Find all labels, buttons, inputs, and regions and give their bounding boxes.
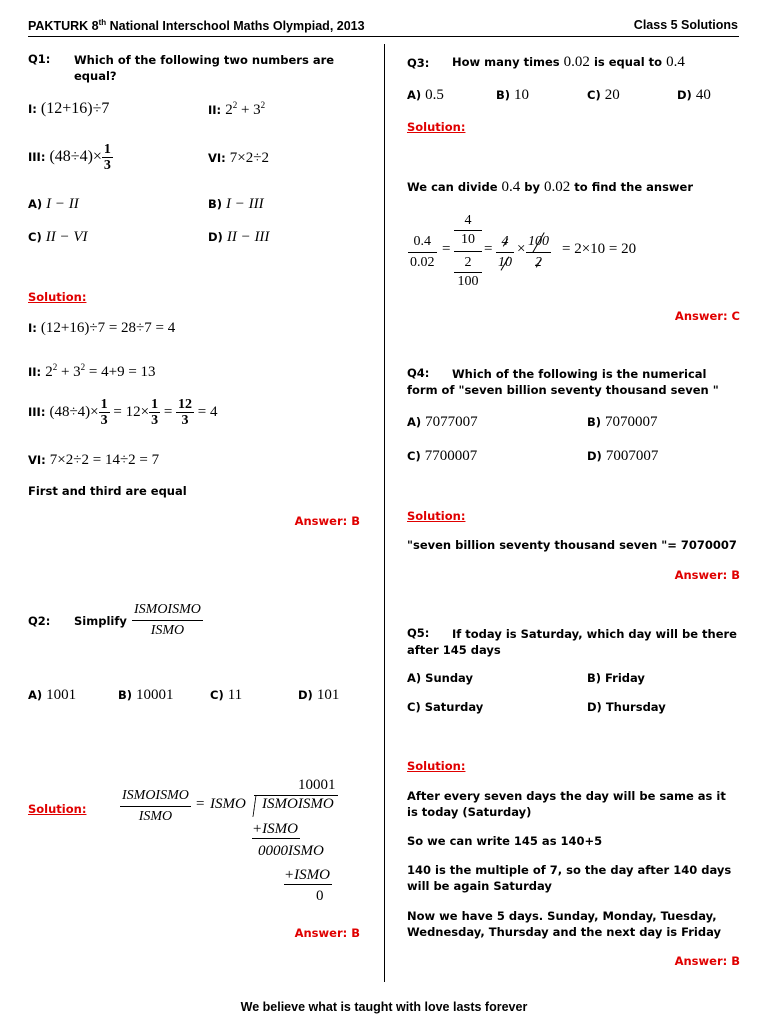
q5-option-a-key: A) (407, 671, 422, 685)
q3-work-3-den: 10 (498, 253, 512, 273)
q2-subtract-1-rule (252, 838, 300, 839)
q5-option-d (587, 700, 666, 714)
q3-option-b (496, 87, 529, 104)
q1-answer: Answer: B (294, 514, 360, 528)
q1-solution-vi (28, 452, 159, 469)
footer-motto: We believe what is taught with love lasts forever (240, 1000, 528, 1014)
q3-expl-value-1: 0.4 (501, 179, 521, 195)
q2-fraction (132, 600, 203, 641)
q3-work-fraction-4 (526, 232, 551, 273)
q2-quotient: 10001 (298, 777, 336, 793)
q3-option-c-value: 20 (604, 87, 620, 103)
column-divider (384, 44, 385, 982)
q4-option-c-key: C) (407, 449, 421, 463)
q4-solution-text: "seven billion seventy thousand seven "= 7070007 (407, 538, 737, 552)
q2-solution-label: Solution: (28, 802, 87, 816)
q1-item-iii (28, 142, 113, 173)
q1-solution-label: Solution: (28, 290, 87, 304)
q3-work-times: × (517, 241, 526, 257)
q3-complex-top (454, 212, 482, 249)
q1-solution-ii-label: II: (28, 365, 42, 379)
q3-question (452, 54, 685, 71)
q2-subtract-1: +ISMO (252, 821, 298, 837)
q2-option-c-value: 11 (227, 687, 243, 703)
q5-solution-paragraph-4: Now we have 5 days. Sunday, Monday, Tuesday, Wednesday, Thursday and the next day is Friday (407, 909, 721, 939)
q5-option-c (407, 700, 483, 714)
q1-option-b (208, 196, 264, 213)
q1-question: Which of the following two numbers are equal? (74, 53, 335, 83)
q4-option-d-value: 7007007 (605, 448, 659, 464)
q3-complex-bottom-den: 100 (457, 274, 479, 289)
q4-answer: Answer: B (674, 568, 740, 582)
q3-value-a: 0.02 (563, 54, 590, 70)
q1-option-c-key: C) (28, 230, 42, 244)
q1-solution-vi-expr: 7×2÷2 = 14÷2 = 7 (49, 452, 160, 468)
q1-solution-iii-frac-2-den: 3 (151, 413, 159, 428)
q2-answer: Answer: B (294, 926, 360, 940)
q2-divisor: ISMO (210, 796, 246, 812)
q3-text-b: is equal to (593, 55, 663, 69)
q1-solution-iii-b: = 12× (109, 404, 150, 420)
q1-option-d-value: II − III (226, 229, 270, 245)
q3-option-d-value: 40 (695, 87, 711, 103)
q3-work-fraction-1 (408, 232, 437, 273)
q3-complex-bottom-num: 2 (454, 254, 482, 273)
q1-item-iii-denominator: 3 (103, 158, 111, 173)
q3-expl-value-2: 0.02 (544, 179, 571, 195)
q1-solution-ii-expr (45, 364, 155, 380)
q3-work-3-num: 4 (502, 232, 509, 252)
q4-label: Q4: (407, 366, 430, 380)
q1-item-iii-label: III: (28, 150, 46, 164)
q1-option-d (208, 229, 269, 246)
q1-solution-vi-label: VI: (28, 453, 46, 467)
q1-solution-iii-frac-1 (99, 397, 110, 428)
q1-item-ii-base-b: + 3 (237, 102, 261, 118)
q3-work-1-num: 0.4 (408, 232, 437, 253)
q1-item-i (28, 100, 109, 118)
q5-solution-paragraph-1: After every seven days the day will be same as it is today (Saturday) (407, 789, 726, 819)
q5-option-c-key: C) (407, 700, 421, 714)
q1-solution-iii-d: = 4 (194, 404, 218, 420)
q2-subtract-2: +ISMO (284, 867, 330, 883)
q1-solution-iii-label: III: (28, 405, 46, 419)
header-class: Class 5 Solutions (633, 18, 738, 32)
q1-item-ii-label: II: (208, 103, 222, 117)
q4-option-c (407, 448, 477, 465)
q2-solution-fraction (120, 786, 191, 827)
q2-option-c-key: C) (210, 688, 224, 702)
q2-option-d (298, 687, 339, 704)
q2-solution-denominator: ISMO (138, 809, 173, 824)
q3-work-result: = 2×10 = 20 (562, 241, 637, 257)
q4-question: Which of the following is the numerical form of "seven billion seventy thousand seven " (407, 367, 719, 397)
q3-complex-top-num: 4 (454, 212, 482, 231)
q1-solution-ii-sup-b: 2 (80, 362, 86, 372)
q2-subtract-2-rule (284, 884, 332, 885)
q2-solution-equals: = (196, 796, 205, 812)
q3-work-1-den: 0.02 (410, 255, 435, 270)
q2-remainder-1: 0000ISMO (258, 843, 324, 859)
q1-solution-iii-frac-3-den: 3 (181, 413, 189, 428)
q4-option-d-key: D) (587, 449, 602, 463)
q1-solution-ii-b: + 3 (57, 364, 81, 380)
q1-conclusion: First and third are equal (28, 484, 187, 498)
q3-complex-fraction (454, 212, 482, 291)
q2-expression (132, 600, 203, 641)
q1-solution-iii-frac-1-num: 1 (100, 397, 108, 412)
q1-option-c (28, 229, 88, 246)
header-title-part-b: National Interschool Maths Olympiad, 2013 (106, 19, 365, 34)
q4-option-d (587, 448, 658, 465)
q2-option-a-key: A) (28, 688, 43, 702)
q1-solution-ii-sup-a: 2 (52, 362, 58, 372)
q3-work-4-den: 2 (535, 253, 542, 273)
q1-solution-ii (28, 362, 156, 381)
header-title-part-a: PAKTURK 8 (28, 19, 99, 34)
q3-text-a: How many times (452, 55, 560, 69)
q1-solution-iii-frac-2-num: 1 (151, 397, 159, 412)
q3-expl-b: by (524, 180, 541, 194)
q3-complex-bottom (454, 254, 482, 291)
q2-option-c (210, 687, 242, 704)
q2-option-d-key: D) (298, 688, 313, 702)
q1-item-vi (208, 150, 269, 167)
q2-option-b-value: 10001 (136, 687, 174, 703)
q2-option-b (118, 687, 174, 704)
q4-option-a-key: A) (407, 415, 422, 429)
q3-solution-label: Solution: (407, 120, 466, 134)
q1-option-a-key: A) (28, 197, 43, 211)
q5-option-a-value: Sunday (425, 671, 473, 685)
q3-option-b-key: B) (496, 88, 511, 102)
q3-complex-top-den: 10 (461, 232, 475, 247)
q2-numerator: ISMOISMO (132, 600, 203, 621)
q4-option-c-value: 7700007 (424, 448, 478, 464)
q3-work-eq-1: = (442, 241, 451, 257)
q1-solution-iii-frac-1-den: 3 (100, 413, 108, 428)
q4-option-a (407, 414, 478, 431)
q1-item-ii-sup-a: 2 (232, 100, 238, 110)
q3-work-4-num: 100 (528, 232, 549, 252)
q1-solution-iii (28, 397, 218, 428)
q2-denominator: ISMO (150, 623, 185, 638)
q5-option-b-value: Friday (605, 671, 645, 685)
q3-option-c (587, 87, 620, 104)
q3-option-a-key: A) (407, 88, 422, 102)
q1-solution-iii-a: (48÷4)× (49, 404, 99, 420)
q1-label: Q1: (28, 52, 51, 66)
q1-item-iii-expr: (48÷4)× (49, 148, 102, 165)
q5-solution-paragraph-2: So we can write 145 as 140+5 (407, 834, 603, 848)
q1-item-iii-numerator: 1 (103, 142, 111, 157)
q5-label: Q5: (407, 626, 430, 640)
q4-option-b (587, 414, 658, 431)
header-title (28, 18, 365, 33)
q1-option-d-key: D) (208, 230, 223, 244)
q1-item-i-label: I: (28, 102, 37, 116)
q1-solution-iii-c: = (160, 404, 177, 420)
q1-item-vi-label: VI: (208, 151, 226, 165)
header-rule (28, 36, 739, 37)
q1-item-ii (208, 100, 265, 119)
q1-item-i-expr: (12+16)÷7 (40, 100, 110, 117)
q1-option-c-value: II − VI (45, 229, 88, 245)
q3-value-b: 0.4 (666, 54, 685, 70)
q1-solution-i-label: I: (28, 321, 37, 335)
q5-option-c-value: Saturday (424, 700, 484, 714)
q1-item-vi-expr: 7×2÷2 (229, 150, 269, 166)
q3-label: Q3: (407, 56, 430, 70)
q2-label: Q2: (28, 614, 51, 628)
q1-option-b-key: B) (208, 197, 223, 211)
q1-item-ii-sup-b: 2 (260, 100, 266, 110)
q5-option-a (407, 671, 473, 685)
q2-dividend: ISMOISMO (262, 796, 334, 812)
q1-option-a-value: I − II (46, 196, 79, 212)
q1-option-b-value: I − III (226, 196, 264, 212)
q4-option-a-value: 7077007 (425, 414, 478, 430)
q5-option-b (587, 671, 645, 685)
q4-option-b-key: B) (587, 415, 602, 429)
q5-solution-label: Solution: (407, 759, 466, 773)
q1-item-ii-expr (225, 102, 265, 118)
q4-option-b-value: 7070007 (605, 414, 658, 430)
q3-option-a (407, 87, 444, 104)
q2-solution-numerator: ISMOISMO (120, 786, 191, 807)
q5-solution-paragraph-3: 140 is the multiple of 7, so the day after 140 days will be again Saturday (407, 863, 732, 893)
q3-option-d-key: D) (677, 88, 692, 102)
q5-option-d-value: Thursday (605, 700, 666, 714)
q2-remainder-2: 0 (316, 888, 324, 904)
q1-item-iii-fraction (102, 142, 113, 173)
q2-option-d-value: 101 (316, 687, 340, 703)
q3-work-eq-2: = (484, 241, 493, 257)
q1-option-a (28, 196, 79, 213)
header-title-superscript: th (98, 18, 107, 27)
q5-option-b-key: B) (587, 671, 602, 685)
q2-question: Simplify (74, 614, 127, 628)
q3-expl-c: to find the answer (574, 180, 694, 194)
q3-option-d (677, 87, 711, 104)
q5-answer: Answer: B (674, 954, 740, 968)
q3-option-a-value: 0.5 (425, 87, 444, 103)
q3-explanation (407, 179, 693, 196)
q1-item-ii-base-a: 2 (225, 102, 233, 118)
q1-solution-iii-frac-3 (176, 397, 194, 428)
q3-complex-main-bar (454, 251, 482, 252)
q3-answer: Answer: C (674, 309, 740, 323)
q2-option-a (28, 687, 76, 704)
q3-work-fraction-3 (496, 232, 514, 273)
q1-solution-iii-frac-3-num: 12 (178, 397, 193, 412)
q1-solution-ii-a: 2 (45, 364, 53, 380)
q3-option-c-key: C) (587, 88, 601, 102)
q5-question: If today is Saturday, which day will be there after 145 days (407, 627, 737, 657)
q5-option-d-key: D) (587, 700, 602, 714)
q3-expl-a: We can divide (407, 180, 498, 194)
q3-option-b-value: 10 (514, 87, 530, 103)
q1-solution-i (28, 320, 175, 337)
q1-solution-ii-c: = 4+9 = 13 (85, 364, 156, 380)
q1-solution-i-expr: (12+16)÷7 = 28÷7 = 4 (40, 320, 176, 336)
q2-division-bracket (252, 795, 256, 817)
q2-option-a-value: 1001 (46, 687, 77, 703)
q1-solution-iii-frac-2 (149, 397, 160, 428)
q4-solution-label: Solution: (407, 509, 466, 523)
q2-option-b-key: B) (118, 688, 133, 702)
